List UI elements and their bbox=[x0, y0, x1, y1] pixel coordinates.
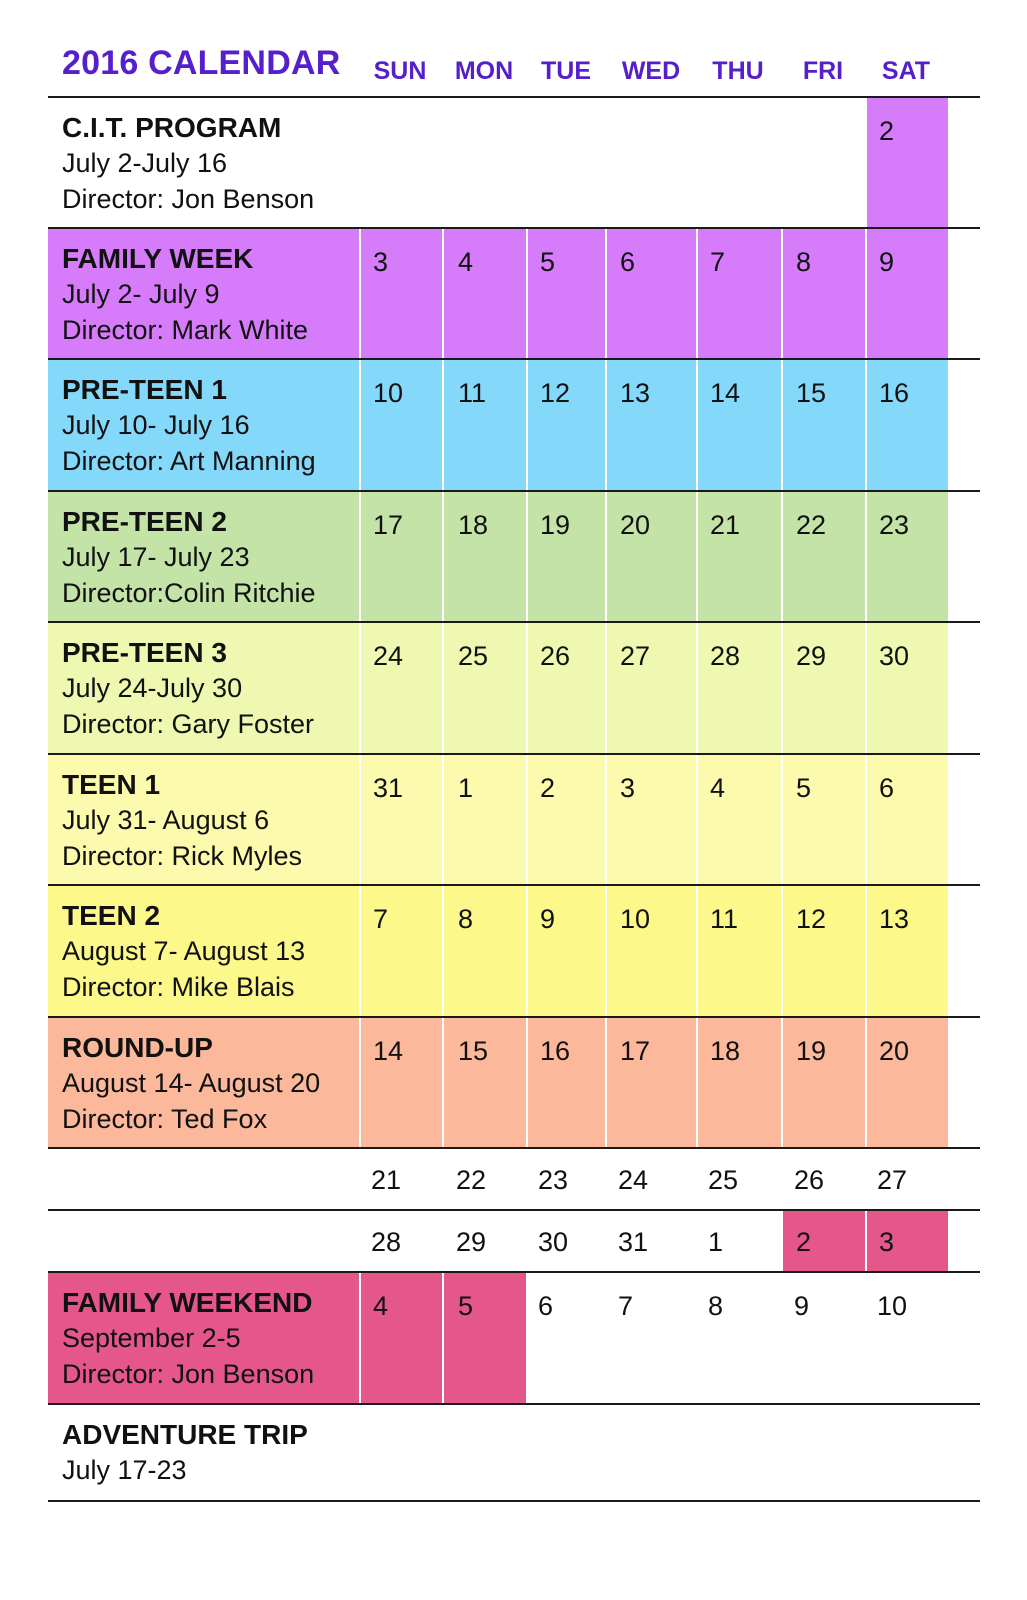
program-name: FAMILY WEEK bbox=[62, 243, 254, 274]
day-cell bbox=[442, 98, 526, 227]
day-cell bbox=[865, 229, 948, 358]
row-divider bbox=[48, 1403, 980, 1405]
day-number: 10 bbox=[877, 1291, 908, 1321]
program-label bbox=[48, 886, 370, 1016]
day-number: 12 bbox=[796, 904, 827, 934]
day-cell bbox=[605, 1018, 696, 1147]
program-dates: August 14- August 20 bbox=[62, 1068, 321, 1098]
day-number: 15 bbox=[458, 1036, 489, 1066]
day-cell bbox=[442, 1018, 526, 1147]
day-number: 12 bbox=[540, 378, 571, 408]
day-number: 2 bbox=[540, 773, 556, 803]
day-cell bbox=[442, 1149, 526, 1209]
day-number: 5 bbox=[796, 773, 812, 803]
day-number: 13 bbox=[879, 904, 910, 934]
program-director: Director: Art Manning bbox=[62, 446, 316, 476]
day-cell bbox=[359, 755, 442, 884]
day-number: 8 bbox=[458, 904, 474, 934]
day-number: 4 bbox=[458, 247, 474, 277]
day-cell bbox=[442, 755, 526, 884]
day-number: 9 bbox=[540, 904, 556, 934]
day-cell bbox=[605, 98, 696, 227]
day-cell bbox=[696, 360, 781, 490]
day-cell bbox=[781, 98, 865, 227]
row-divider bbox=[48, 1016, 980, 1018]
day-number: 28 bbox=[710, 641, 741, 671]
day-number: 17 bbox=[620, 1036, 651, 1066]
day-cell bbox=[605, 1211, 696, 1271]
day-cell bbox=[781, 1273, 865, 1403]
day-number: 4 bbox=[710, 773, 726, 803]
day-cell bbox=[526, 98, 605, 227]
day-number: 17 bbox=[373, 510, 404, 540]
day-cell bbox=[865, 1018, 948, 1147]
day-number: 22 bbox=[456, 1165, 487, 1195]
day-cell bbox=[359, 1149, 442, 1209]
day-cell bbox=[696, 755, 781, 884]
day-cell bbox=[865, 492, 948, 621]
day-number: 26 bbox=[794, 1165, 825, 1195]
program-row bbox=[48, 1018, 980, 1147]
day-number: 7 bbox=[618, 1291, 634, 1321]
day-cell bbox=[865, 1273, 948, 1403]
day-cell bbox=[442, 886, 526, 1016]
day-cell bbox=[605, 360, 696, 490]
day-cell bbox=[526, 886, 605, 1016]
day-number: 2 bbox=[796, 1227, 812, 1257]
day-number: 9 bbox=[794, 1291, 810, 1321]
day-number: 10 bbox=[620, 904, 651, 934]
day-number: 15 bbox=[796, 378, 827, 408]
day-number: 8 bbox=[708, 1291, 724, 1321]
day-cell bbox=[359, 360, 442, 490]
program-row bbox=[48, 229, 980, 358]
program-director: Director: Jon Benson bbox=[62, 1359, 315, 1389]
day-number: 29 bbox=[456, 1227, 487, 1257]
program-dates: July 31- August 6 bbox=[62, 805, 270, 835]
day-cell bbox=[781, 360, 865, 490]
day-number: 6 bbox=[879, 773, 895, 803]
day-cell bbox=[605, 886, 696, 1016]
day-number: 3 bbox=[373, 247, 389, 277]
program-name: PRE-TEEN 3 bbox=[62, 637, 227, 668]
program-row bbox=[48, 1273, 980, 1403]
day-header-tue: TUE bbox=[541, 57, 591, 85]
day-cell bbox=[605, 1273, 696, 1403]
day-number: 13 bbox=[620, 378, 651, 408]
program-label bbox=[48, 1149, 370, 1209]
program-row bbox=[48, 1405, 980, 1501]
day-cell bbox=[865, 623, 948, 753]
program-name: FAMILY WEEKEND bbox=[62, 1287, 313, 1318]
day-cell bbox=[442, 1273, 526, 1403]
day-cell bbox=[359, 1018, 442, 1147]
day-header-wed: WED bbox=[621, 57, 681, 85]
program-dates: July 2- July 9 bbox=[62, 279, 220, 309]
day-number: 4 bbox=[373, 1291, 389, 1321]
day-cell bbox=[781, 1211, 865, 1271]
day-number: 18 bbox=[458, 510, 489, 540]
program-row bbox=[48, 755, 980, 884]
day-cell bbox=[781, 492, 865, 621]
day-number: 30 bbox=[879, 641, 910, 671]
day-cell bbox=[442, 1211, 526, 1271]
day-cell bbox=[442, 623, 526, 753]
day-number: 27 bbox=[877, 1165, 908, 1195]
day-cell bbox=[781, 1149, 865, 1209]
day-cell bbox=[696, 1211, 781, 1271]
day-header-fri: FRI bbox=[802, 57, 844, 85]
day-cell bbox=[781, 229, 865, 358]
day-cell bbox=[526, 755, 605, 884]
program-director: Director: Rick Myles bbox=[62, 841, 303, 871]
program-row bbox=[48, 492, 980, 621]
day-cell bbox=[526, 1273, 605, 1403]
program-director: Director: Jon Benson bbox=[62, 184, 315, 214]
day-cell bbox=[865, 1149, 948, 1209]
program-row bbox=[48, 1211, 980, 1271]
day-number: 2 bbox=[879, 116, 895, 146]
day-cell bbox=[526, 1211, 605, 1271]
day-number: 29 bbox=[796, 641, 827, 671]
day-number: 16 bbox=[879, 378, 910, 408]
program-dates: September 2-5 bbox=[62, 1323, 241, 1353]
day-cell bbox=[781, 623, 865, 753]
program-label bbox=[48, 98, 370, 227]
day-number: 24 bbox=[618, 1165, 649, 1195]
program-name: PRE-TEEN 1 bbox=[62, 374, 227, 405]
day-number: 30 bbox=[538, 1227, 569, 1257]
day-cell bbox=[696, 492, 781, 621]
day-number: 14 bbox=[373, 1036, 404, 1066]
day-cell bbox=[865, 1211, 948, 1271]
day-cell bbox=[359, 1273, 442, 1403]
day-number: 18 bbox=[710, 1036, 741, 1066]
row-divider bbox=[48, 1209, 980, 1211]
program-label bbox=[48, 1273, 370, 1403]
program-dates: July 17- July 23 bbox=[62, 542, 250, 572]
day-number: 23 bbox=[879, 510, 910, 540]
day-number: 3 bbox=[620, 773, 636, 803]
program-name: ADVENTURE TRIP bbox=[62, 1419, 308, 1450]
row-divider bbox=[48, 1500, 980, 1502]
program-row bbox=[48, 886, 980, 1016]
program-name: TEEN 2 bbox=[62, 900, 161, 931]
day-cell bbox=[605, 492, 696, 621]
day-number: 16 bbox=[540, 1036, 571, 1066]
day-cell bbox=[865, 755, 948, 884]
program-director: Director: Gary Foster bbox=[62, 709, 315, 739]
day-number: 20 bbox=[620, 510, 651, 540]
day-number: 24 bbox=[373, 641, 404, 671]
day-cell bbox=[442, 492, 526, 621]
day-number: 28 bbox=[371, 1227, 402, 1257]
program-dates: August 7- August 13 bbox=[62, 936, 306, 966]
row-divider bbox=[48, 621, 980, 623]
day-cell bbox=[696, 623, 781, 753]
program-label bbox=[48, 1405, 370, 1501]
day-number: 21 bbox=[710, 510, 741, 540]
day-cell bbox=[865, 98, 948, 227]
program-name: TEEN 1 bbox=[62, 769, 161, 800]
day-number: 20 bbox=[879, 1036, 910, 1066]
day-number: 8 bbox=[796, 247, 812, 277]
program-row bbox=[48, 1149, 980, 1209]
program-name: PRE-TEEN 2 bbox=[62, 506, 227, 537]
day-cell bbox=[696, 886, 781, 1016]
calendar bbox=[48, 0, 980, 1600]
program-dates: July 17-23 bbox=[62, 1455, 187, 1485]
day-header-mon: MON bbox=[454, 57, 514, 85]
program-row bbox=[48, 360, 980, 490]
program-dates: July 2-July 16 bbox=[62, 148, 228, 178]
day-cell bbox=[442, 229, 526, 358]
day-cell bbox=[359, 229, 442, 358]
day-cell bbox=[696, 1273, 781, 1403]
day-cell bbox=[865, 360, 948, 490]
program-director: Director: Mark White bbox=[62, 315, 309, 345]
program-label bbox=[48, 229, 370, 358]
program-dates: July 24-July 30 bbox=[62, 673, 243, 703]
program-director: Director:Colin Ritchie bbox=[62, 578, 316, 608]
day-number: 3 bbox=[879, 1227, 895, 1257]
day-cell bbox=[526, 623, 605, 753]
day-cell bbox=[359, 1211, 442, 1271]
day-number: 22 bbox=[796, 510, 827, 540]
row-divider bbox=[48, 753, 980, 755]
day-cell bbox=[696, 1149, 781, 1209]
day-cell bbox=[359, 886, 442, 1016]
day-number: 5 bbox=[458, 1291, 474, 1321]
day-number: 1 bbox=[708, 1227, 724, 1257]
row-divider bbox=[48, 227, 980, 229]
day-cell bbox=[442, 360, 526, 490]
day-cell bbox=[526, 492, 605, 621]
day-number: 19 bbox=[796, 1036, 827, 1066]
day-number: 31 bbox=[373, 773, 404, 803]
row-divider bbox=[48, 490, 980, 492]
day-cell bbox=[781, 755, 865, 884]
day-number: 10 bbox=[373, 378, 404, 408]
program-label bbox=[48, 623, 370, 753]
row-divider bbox=[48, 358, 980, 360]
day-number: 25 bbox=[708, 1165, 739, 1195]
day-number: 23 bbox=[538, 1165, 569, 1195]
day-number: 19 bbox=[540, 510, 571, 540]
day-number: 11 bbox=[710, 904, 739, 934]
day-number: 9 bbox=[879, 247, 895, 277]
program-name: C.I.T. PROGRAM bbox=[62, 112, 282, 143]
day-number: 1 bbox=[458, 773, 474, 803]
day-cell bbox=[359, 98, 442, 227]
program-row bbox=[48, 623, 980, 753]
row-divider bbox=[48, 884, 980, 886]
day-cell bbox=[781, 886, 865, 1016]
program-director: Director: Mike Blais bbox=[62, 972, 295, 1002]
day-cell bbox=[696, 1018, 781, 1147]
day-header-sat: SAT bbox=[881, 57, 931, 85]
day-number: 7 bbox=[710, 247, 726, 277]
day-number: 26 bbox=[540, 641, 571, 671]
day-number: 21 bbox=[371, 1165, 402, 1195]
day-number: 14 bbox=[710, 378, 741, 408]
program-label bbox=[48, 1211, 370, 1271]
program-name: ROUND-UP bbox=[62, 1032, 213, 1063]
calendar-header bbox=[48, 0, 980, 98]
day-cell bbox=[781, 1018, 865, 1147]
day-number: 7 bbox=[373, 904, 389, 934]
program-label bbox=[48, 755, 370, 884]
day-number: 31 bbox=[618, 1227, 649, 1257]
day-cell bbox=[359, 492, 442, 621]
day-cell bbox=[865, 886, 948, 1016]
day-number: 11 bbox=[458, 378, 487, 408]
day-cell bbox=[526, 360, 605, 490]
day-cell bbox=[605, 755, 696, 884]
day-number: 27 bbox=[620, 641, 651, 671]
program-label bbox=[48, 492, 370, 621]
day-cell bbox=[526, 1149, 605, 1209]
row-divider bbox=[48, 96, 980, 98]
day-cell bbox=[605, 1149, 696, 1209]
program-dates: July 10- July 16 bbox=[62, 410, 250, 440]
day-cell bbox=[526, 229, 605, 358]
day-cell bbox=[359, 623, 442, 753]
day-cell bbox=[696, 229, 781, 358]
program-row bbox=[48, 98, 980, 227]
day-number: 25 bbox=[458, 641, 489, 671]
day-cell bbox=[605, 229, 696, 358]
program-label bbox=[48, 1018, 370, 1147]
day-header-thu: THU bbox=[712, 57, 764, 85]
day-header-sun: SUN bbox=[373, 57, 427, 85]
calendar-title: 2016 CALENDAR bbox=[62, 44, 341, 82]
day-cell bbox=[526, 1018, 605, 1147]
day-cell bbox=[696, 98, 781, 227]
day-number: 6 bbox=[538, 1291, 554, 1321]
program-label bbox=[48, 360, 370, 490]
program-director: Director: Ted Fox bbox=[62, 1104, 268, 1134]
row-divider bbox=[48, 1271, 980, 1273]
day-number: 6 bbox=[620, 247, 636, 277]
row-divider bbox=[48, 1147, 980, 1149]
day-number: 5 bbox=[540, 247, 556, 277]
day-cell bbox=[605, 623, 696, 753]
